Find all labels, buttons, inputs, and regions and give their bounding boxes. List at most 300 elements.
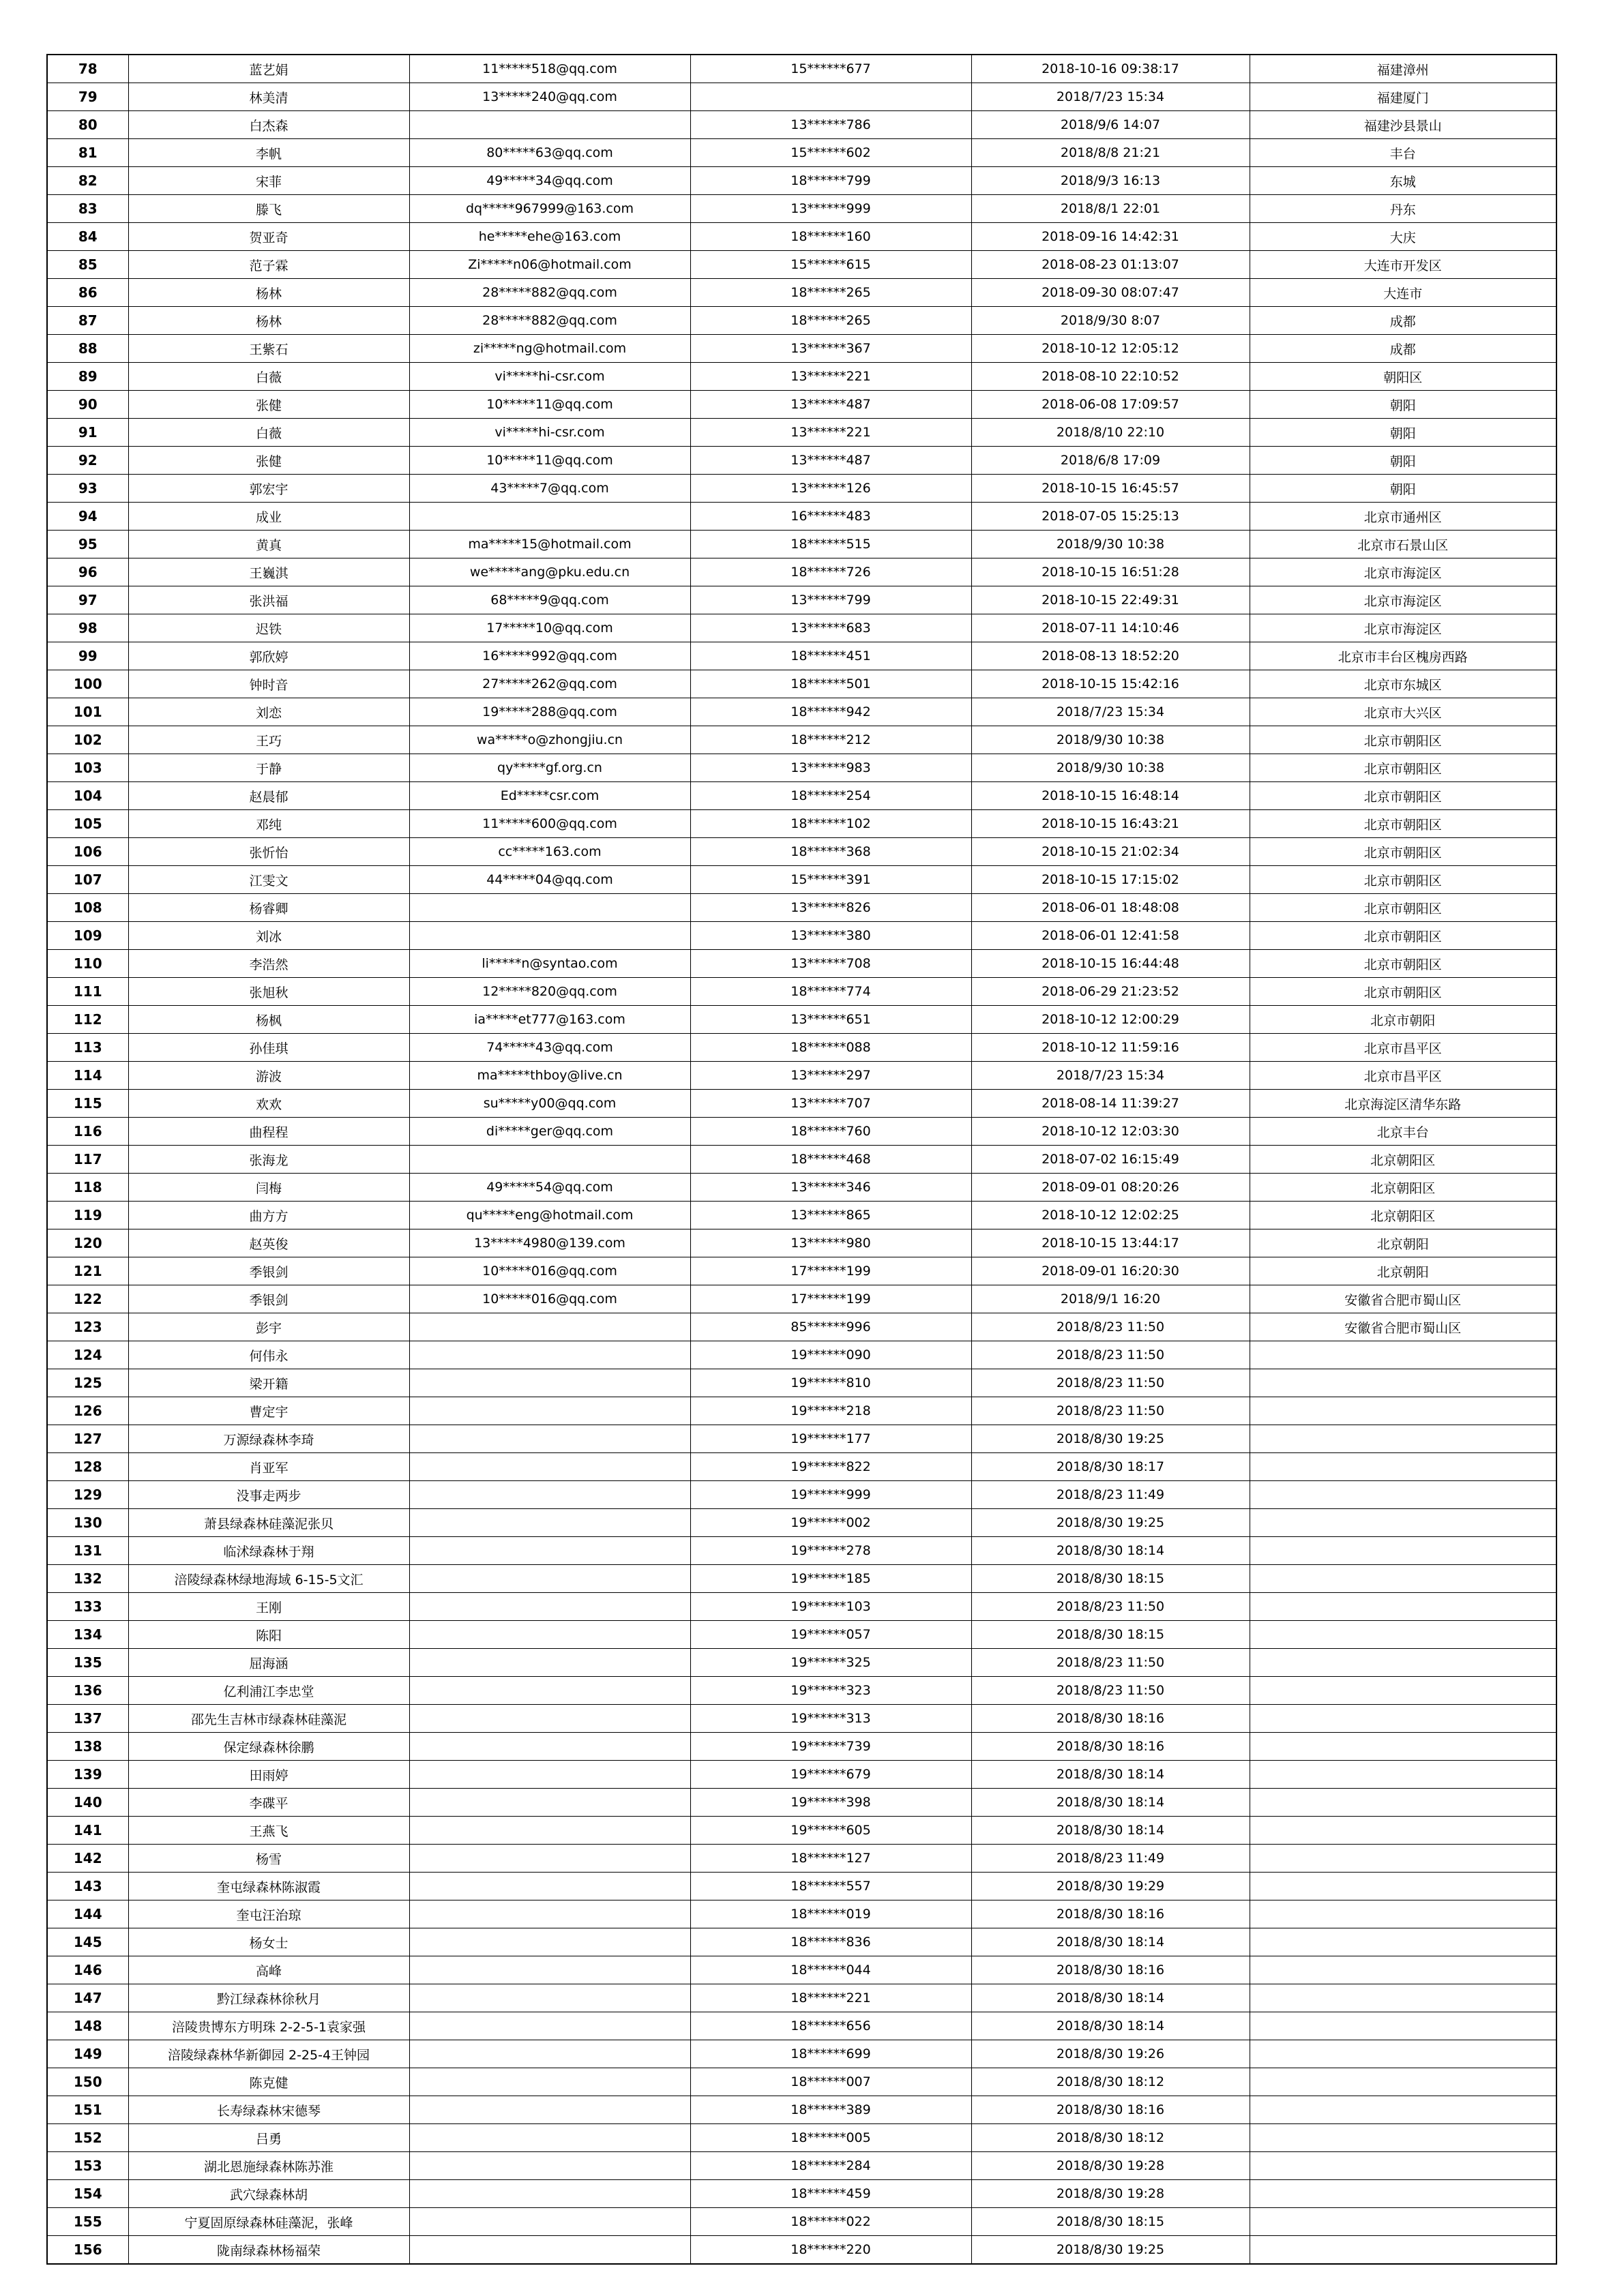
email-cell: 49*****54@qq.com [409,1174,690,1202]
timestamp-cell: 2018-10-15 13:44:17 [971,1229,1250,1257]
timestamp-cell: 2018/8/30 18:14 [971,1789,1250,1817]
name-cell: 于静 [128,754,409,782]
name-cell: 闫梅 [128,1174,409,1202]
email-cell: 12*****820@qq.com [409,978,690,1006]
name-cell: 蓝艺娟 [128,55,409,83]
row-number: 155 [47,2208,128,2236]
email-cell: 10*****11@qq.com [409,447,690,475]
table-row [47,1705,1556,1733]
email-cell: dq*****967999@163.com [409,195,690,223]
location-cell [1250,2096,1556,2124]
phone-cell: 19******002 [690,1509,971,1537]
timestamp-cell: 2018-06-08 17:09:57 [971,391,1250,419]
row-number: 85 [47,251,128,279]
phone-cell: 18******160 [690,223,971,251]
name-cell: 张健 [128,391,409,419]
name-cell: 保定绿森林徐鹏 [128,1733,409,1761]
phone-cell: 18******656 [690,2012,971,2040]
name-cell: 高峰 [128,1956,409,1984]
row-number: 91 [47,419,128,447]
phone-cell: 18******127 [690,1845,971,1873]
timestamp-cell: 2018-08-13 18:52:20 [971,642,1250,670]
location-cell: 北京市朝阳区 [1250,754,1556,782]
name-cell: 涪陵绿森林华新御园 2-25-4王钟园 [128,2040,409,2068]
email-cell [409,1873,690,1900]
name-cell: 林美清 [128,83,409,111]
email-cell: 16*****992@qq.com [409,642,690,670]
row-number: 122 [47,1285,128,1313]
location-cell [1250,1733,1556,1761]
email-cell [409,1789,690,1817]
name-cell: 彭宇 [128,1313,409,1341]
name-cell: 刘冰 [128,922,409,950]
email-cell: he*****ehe@163.com [409,223,690,251]
timestamp-cell: 2018/8/30 19:25 [971,1425,1250,1453]
location-cell: 北京市朝阳区 [1250,782,1556,810]
phone-cell: 13******297 [690,1062,971,1090]
phone-cell: 13******708 [690,950,971,978]
location-cell [1250,1845,1556,1873]
location-cell: 朝阳 [1250,475,1556,503]
location-cell [1250,2208,1556,2236]
phone-cell: 18******774 [690,978,971,1006]
timestamp-cell: 2018-06-01 12:41:58 [971,922,1250,950]
name-cell: 王巍淇 [128,558,409,586]
table-row [47,838,1556,866]
row-number: 107 [47,866,128,894]
row-number: 100 [47,670,128,698]
row-number: 149 [47,2040,128,2068]
name-cell: 陈克健 [128,2068,409,2096]
phone-cell: 15******677 [690,55,971,83]
name-cell: 李碟平 [128,1789,409,1817]
email-cell: ma*****15@hotmail.com [409,531,690,558]
name-cell: 陈阳 [128,1621,409,1649]
timestamp-cell: 2018-10-12 12:00:29 [971,1006,1250,1034]
table-body [47,55,1556,2264]
row-number: 84 [47,223,128,251]
row-number: 126 [47,1397,128,1425]
location-cell [1250,1705,1556,1733]
email-cell: qu*****eng@hotmail.com [409,1202,690,1229]
phone-cell: 17******199 [690,1257,971,1285]
location-cell [1250,1341,1556,1369]
name-cell: 王刚 [128,1593,409,1621]
name-cell: 黄真 [128,531,409,558]
email-cell [409,1425,690,1453]
row-number: 135 [47,1649,128,1677]
table-row [47,251,1556,279]
email-cell [409,2068,690,2096]
location-cell: 北京市朝阳 [1250,1006,1556,1034]
name-cell: 杨林 [128,279,409,307]
phone-cell: 13******980 [690,1229,971,1257]
row-number: 154 [47,2180,128,2208]
location-cell [1250,1425,1556,1453]
email-cell [409,2152,690,2180]
email-cell: 11*****518@qq.com [409,55,690,83]
name-cell: 贺亚奇 [128,223,409,251]
name-cell: 赵晨郁 [128,782,409,810]
email-cell: qy*****gf.org.cn [409,754,690,782]
row-number: 115 [47,1090,128,1118]
table-row [47,2124,1556,2152]
table-row [47,642,1556,670]
location-cell [1250,1509,1556,1537]
row-number: 143 [47,1873,128,1900]
email-cell: 28*****882@qq.com [409,307,690,335]
location-cell: 朝阳 [1250,419,1556,447]
phone-cell: 13******826 [690,894,971,922]
email-cell: 80*****63@qq.com [409,139,690,167]
timestamp-cell: 2018/8/10 22:10 [971,419,1250,447]
table-row [47,866,1556,894]
timestamp-cell: 2018-07-05 15:25:13 [971,503,1250,531]
table-row [47,167,1556,195]
name-cell: 成业 [128,503,409,531]
name-cell: 临沭绿森林于翔 [128,1537,409,1565]
row-number: 105 [47,810,128,838]
timestamp-cell: 2018/9/30 8:07 [971,307,1250,335]
name-cell: 钟时音 [128,670,409,698]
table-row [47,419,1556,447]
timestamp-cell: 2018/8/30 18:14 [971,2012,1250,2040]
table-row [47,782,1556,810]
phone-cell: 19******090 [690,1341,971,1369]
row-number: 101 [47,698,128,726]
phone-cell: 15******615 [690,251,971,279]
name-cell: 涪陵绿森林绿地海域 6-15-5文汇 [128,1565,409,1593]
timestamp-cell: 2018-10-15 22:49:31 [971,586,1250,614]
email-cell: 74*****43@qq.com [409,1034,690,1062]
email-cell [409,1733,690,1761]
email-cell: 27*****262@qq.com [409,670,690,698]
timestamp-cell: 2018/8/30 18:14 [971,1817,1250,1845]
timestamp-cell: 2018/9/3 16:13 [971,167,1250,195]
email-cell [409,1537,690,1565]
row-number: 99 [47,642,128,670]
email-cell: we*****ang@pku.edu.cn [409,558,690,586]
row-number: 95 [47,531,128,558]
name-cell: 奎屯绿森林陈淑霞 [128,1873,409,1900]
timestamp-cell: 2018/8/30 18:14 [971,1761,1250,1789]
name-cell: 亿利浦江李忠堂 [128,1677,409,1705]
name-cell: 白薇 [128,363,409,391]
timestamp-cell: 2018/8/23 11:50 [971,1341,1250,1369]
email-cell: vi*****hi-csr.com [409,419,690,447]
table-row [47,83,1556,111]
phone-cell: 15******602 [690,139,971,167]
phone-cell: 13******999 [690,195,971,223]
table-row [47,1062,1556,1090]
email-cell [409,2180,690,2208]
location-cell [1250,1900,1556,1928]
timestamp-cell: 2018-10-12 12:03:30 [971,1118,1250,1146]
table-row [47,391,1556,419]
name-cell: 萧县绿森林硅藻泥张贝 [128,1509,409,1537]
name-cell: 王紫石 [128,335,409,363]
name-cell: 白杰森 [128,111,409,139]
table-row [47,1313,1556,1341]
email-cell [409,2124,690,2152]
name-cell: 白薇 [128,419,409,447]
phone-cell: 19******185 [690,1565,971,1593]
phone-cell: 16******483 [690,503,971,531]
phone-cell: 13******126 [690,475,971,503]
location-cell: 朝阳 [1250,447,1556,475]
table-row [47,2040,1556,2068]
row-number: 104 [47,782,128,810]
email-cell [409,1481,690,1509]
phone-cell: 18******265 [690,307,971,335]
timestamp-cell: 2018-09-01 08:20:26 [971,1174,1250,1202]
timestamp-cell: 2018/9/6 14:07 [971,111,1250,139]
timestamp-cell: 2018-06-29 21:23:52 [971,978,1250,1006]
location-cell [1250,1621,1556,1649]
email-cell: zi*****ng@hotmail.com [409,335,690,363]
email-cell [409,1900,690,1928]
row-number: 148 [47,2012,128,2040]
email-cell [409,1509,690,1537]
phone-cell: 18******515 [690,531,971,558]
location-cell: 北京海淀区清华东路 [1250,1090,1556,1118]
timestamp-cell: 2018/7/23 15:34 [971,698,1250,726]
table-row [47,2096,1556,2124]
timestamp-cell: 2018/8/8 21:21 [971,139,1250,167]
phone-cell: 13******865 [690,1202,971,1229]
timestamp-cell: 2018-07-11 14:10:46 [971,614,1250,642]
location-cell: 北京市朝阳区 [1250,838,1556,866]
phone-cell: 13******487 [690,447,971,475]
row-number: 98 [47,614,128,642]
phone-cell: 18******102 [690,810,971,838]
table-row [47,1817,1556,1845]
name-cell: 张海龙 [128,1146,409,1174]
row-number: 140 [47,1789,128,1817]
table-row [47,223,1556,251]
location-cell [1250,1593,1556,1621]
row-number: 133 [47,1593,128,1621]
row-number: 83 [47,195,128,223]
table-row [47,558,1556,586]
location-cell: 安徽省合肥市蜀山区 [1250,1313,1556,1341]
phone-cell: 18******726 [690,558,971,586]
timestamp-cell: 2018/8/30 19:28 [971,2180,1250,2208]
row-number: 125 [47,1369,128,1397]
table-row [47,1593,1556,1621]
email-cell: 68*****9@qq.com [409,586,690,614]
phone-cell: 18******284 [690,2152,971,2180]
phone-cell: 18******942 [690,698,971,726]
name-cell: 杨雪 [128,1845,409,1873]
phone-cell: 19******739 [690,1733,971,1761]
location-cell: 北京市朝阳区 [1250,866,1556,894]
timestamp-cell: 2018-10-15 21:02:34 [971,838,1250,866]
row-number: 134 [47,1621,128,1649]
row-number: 103 [47,754,128,782]
timestamp-cell: 2018-10-15 16:45:57 [971,475,1250,503]
timestamp-cell: 2018/9/1 16:20 [971,1285,1250,1313]
timestamp-cell: 2018/8/23 11:50 [971,1593,1250,1621]
phone-cell: 18******389 [690,2096,971,2124]
table-row [47,1453,1556,1481]
row-number: 109 [47,922,128,950]
email-cell [409,922,690,950]
table-row [47,475,1556,503]
location-cell: 福建沙县景山 [1250,111,1556,139]
contact-table [46,54,1557,2265]
phone-cell: 18******212 [690,726,971,754]
name-cell: 邓纯 [128,810,409,838]
email-cell [409,1453,690,1481]
email-cell: 13*****240@qq.com [409,83,690,111]
table-row [47,1956,1556,1984]
phone-cell: 19******278 [690,1537,971,1565]
timestamp-cell: 2018/7/23 15:34 [971,1062,1250,1090]
row-number: 114 [47,1062,128,1090]
name-cell: 王燕飞 [128,1817,409,1845]
name-cell: 杨枫 [128,1006,409,1034]
timestamp-cell: 2018-10-15 16:48:14 [971,782,1250,810]
row-number: 152 [47,2124,128,2152]
table-row [47,1761,1556,1789]
phone-cell: 18******451 [690,642,971,670]
table-row [47,586,1556,614]
row-number: 90 [47,391,128,419]
timestamp-cell: 2018-10-15 16:44:48 [971,950,1250,978]
table-row [47,1733,1556,1761]
timestamp-cell: 2018/8/23 11:50 [971,1677,1250,1705]
timestamp-cell: 2018-08-23 01:13:07 [971,251,1250,279]
table-row [47,307,1556,335]
row-number: 137 [47,1705,128,1733]
location-cell: 大庆 [1250,223,1556,251]
location-cell [1250,1453,1556,1481]
name-cell: 武穴绿森林胡 [128,2180,409,2208]
name-cell: 季银剑 [128,1285,409,1313]
timestamp-cell: 2018/8/23 11:50 [971,1649,1250,1677]
name-cell: 迟铁 [128,614,409,642]
row-number: 123 [47,1313,128,1341]
name-cell: 奎屯汪治琼 [128,1900,409,1928]
email-cell: cc*****163.com [409,838,690,866]
location-cell: 北京市朝阳区 [1250,950,1556,978]
phone-cell: 13******487 [690,391,971,419]
table-row [47,1397,1556,1425]
phone-cell: 18******007 [690,2068,971,2096]
email-cell: su*****y00@qq.com [409,1090,690,1118]
row-number: 108 [47,894,128,922]
table-row [47,1425,1556,1453]
phone-cell: 13******380 [690,922,971,950]
location-cell [1250,1956,1556,1984]
name-cell: 孙佳琪 [128,1034,409,1062]
row-number: 113 [47,1034,128,1062]
location-cell [1250,1677,1556,1705]
name-cell: 黔江绿森林徐秋月 [128,1984,409,2012]
table-row [47,1565,1556,1593]
phone-cell: 18******088 [690,1034,971,1062]
name-cell: 杨睿卿 [128,894,409,922]
email-cell [409,2012,690,2040]
location-cell: 北京市昌平区 [1250,1062,1556,1090]
table-row [47,111,1556,139]
row-number: 129 [47,1481,128,1509]
phone-cell [690,83,971,111]
row-number: 146 [47,1956,128,1984]
timestamp-cell: 2018-10-15 15:42:16 [971,670,1250,698]
email-cell: 10*****016@qq.com [409,1285,690,1313]
table-row [47,2152,1556,2180]
timestamp-cell: 2018-10-12 12:02:25 [971,1202,1250,1229]
timestamp-cell: 2018-09-30 08:07:47 [971,279,1250,307]
row-number: 78 [47,55,128,83]
phone-cell: 18******220 [690,2236,971,2265]
name-cell: 刘恋 [128,698,409,726]
row-number: 97 [47,586,128,614]
timestamp-cell: 2018-10-12 11:59:16 [971,1034,1250,1062]
timestamp-cell: 2018/8/23 11:49 [971,1481,1250,1509]
table-row [47,1034,1556,1062]
row-number: 156 [47,2236,128,2265]
phone-cell: 13******683 [690,614,971,642]
name-cell: 田雨婷 [128,1761,409,1789]
timestamp-cell: 2018/8/30 18:15 [971,1565,1250,1593]
row-number: 119 [47,1202,128,1229]
location-cell: 丰台 [1250,139,1556,167]
email-cell [409,1341,690,1369]
location-cell: 朝阳 [1250,391,1556,419]
location-cell [1250,1649,1556,1677]
phone-cell: 18******022 [690,2208,971,2236]
location-cell: 北京市丰台区槐房西路 [1250,642,1556,670]
table-row [47,447,1556,475]
phone-cell: 18******019 [690,1900,971,1928]
table-row [47,531,1556,558]
name-cell: 屈海涵 [128,1649,409,1677]
row-number: 142 [47,1845,128,1873]
email-cell [409,1817,690,1845]
phone-cell: 18******005 [690,2124,971,2152]
row-number: 121 [47,1257,128,1285]
table-row [47,1677,1556,1705]
location-cell [1250,2068,1556,2096]
timestamp-cell: 2018/8/30 18:17 [971,1453,1250,1481]
location-cell [1250,1537,1556,1565]
location-cell [1250,1873,1556,1900]
location-cell: 北京朝阳 [1250,1257,1556,1285]
row-number: 147 [47,1984,128,2012]
email-cell: Ed*****csr.com [409,782,690,810]
phone-cell: 19******810 [690,1369,971,1397]
name-cell: 长寿绿森林宋德琴 [128,2096,409,2124]
table-row [47,139,1556,167]
row-number: 106 [47,838,128,866]
name-cell: 何伟永 [128,1341,409,1369]
table-row [47,1090,1556,1118]
phone-cell: 19******313 [690,1705,971,1733]
table-row [47,670,1556,698]
row-number: 124 [47,1341,128,1369]
location-cell: 成都 [1250,307,1556,335]
location-cell: 北京朝阳 [1250,1229,1556,1257]
table-row [47,1537,1556,1565]
email-cell: 49*****34@qq.com [409,167,690,195]
location-cell: 福建厦门 [1250,83,1556,111]
phone-cell: 13******799 [690,586,971,614]
email-cell: Zi*****n06@hotmail.com [409,251,690,279]
row-number: 131 [47,1537,128,1565]
